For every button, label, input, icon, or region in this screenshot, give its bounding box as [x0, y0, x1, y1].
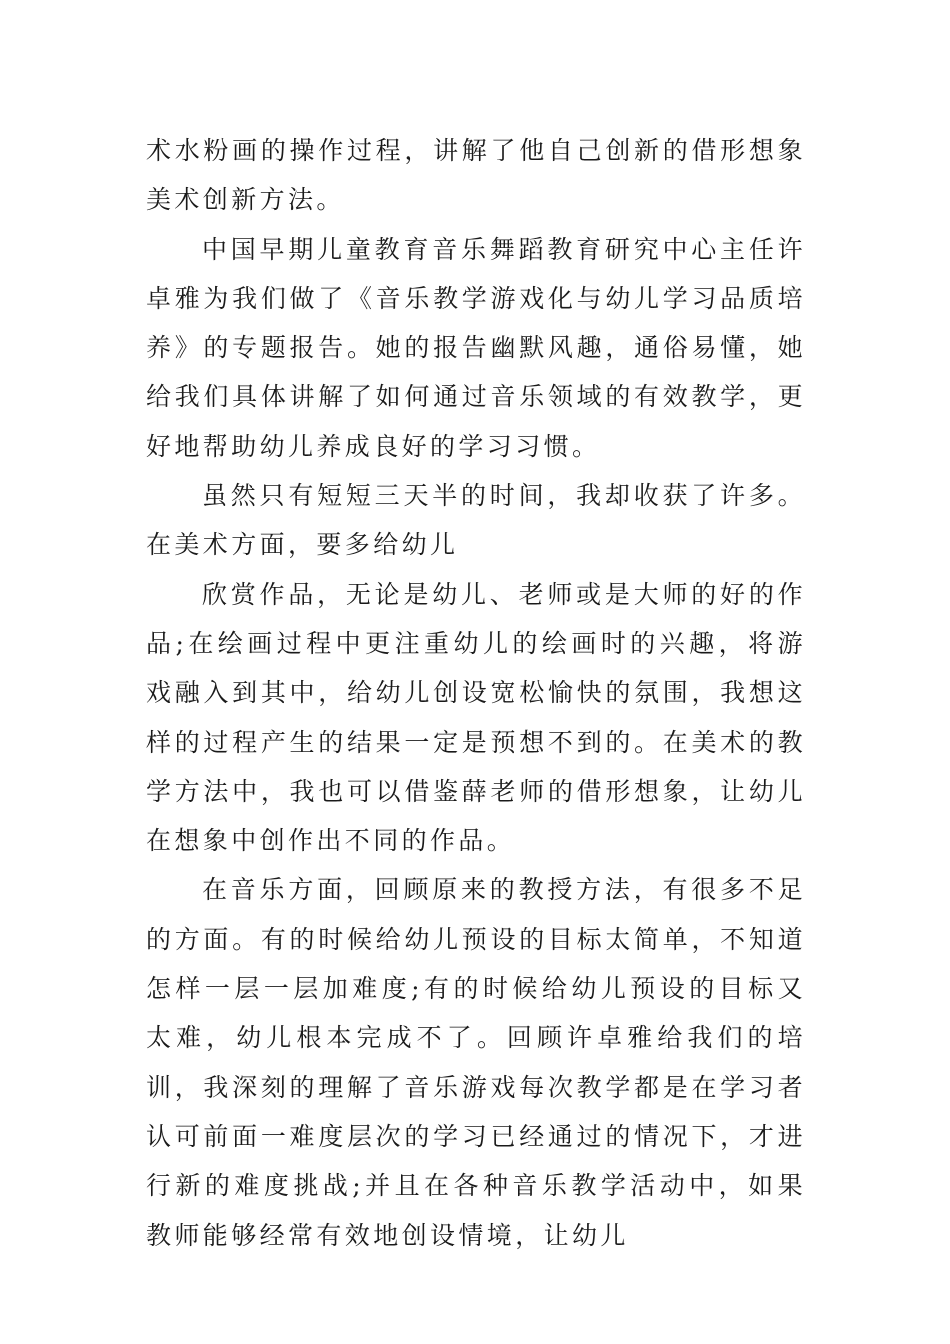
paragraph-5: 在音乐方面，回顾原来的教授方法，有很多不足的方面。有的时候给幼儿预设的目标太简单，不知道怎样一层一层加难度;有的时候给幼儿预设的目标又太难，幼儿根本完成不了。回顾许卓雅给我们的培训，我深刻的理解了音乐游戏每次教学都是在学习者认可前面一难度层次的学习已经通过的情况下，才进行新的难度挑战;并且在各种音乐教学活动中，如果教师能够经常有效地创设情境，让幼儿: [146, 875, 806, 1250]
document-body: [146, 126, 806, 1260]
paragraph-4: 欣赏作品，无论是幼儿、老师或是大师的好的作品;在绘画过程中更注重幼儿的绘画时的兴趣，将游戏融入到其中，给幼儿创设宽松愉快的氛围，我想这样的过程产生的结果一定是预想不到的。在美术的教学方法中，我也可以借鉴薛老师的借形想象，让幼儿在想象中创作出不同的作品。: [146, 579, 806, 856]
paragraph-3: 虽然只有短短三天半的时间，我却收获了许多。在美术方面，要多给幼儿: [146, 481, 806, 560]
paragraph-2: 中国早期儿童教育音乐舞蹈教育研究中心主任许卓雅为我们做了《音乐教学游戏化与幼儿学习品质培养》的专题报告。她的报告幽默风趣，通俗易懂，她给我们具体讲解了如何通过音乐领域的有效教学，更好地帮助幼儿养成良好的学习习惯。: [146, 234, 806, 461]
paragraph-1: 术水粉画的操作过程，讲解了他自己创新的借形想象美术创新方法。: [146, 136, 806, 215]
